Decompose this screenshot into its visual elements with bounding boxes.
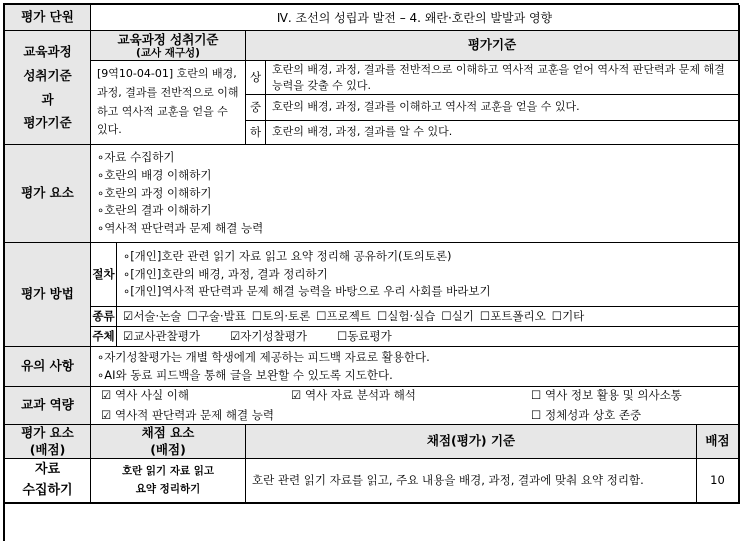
elements-item: ∘역사적 판단력과 문제 해결 능력 <box>97 221 264 236</box>
elements-item: ∘자료 수집하기 <box>97 149 175 164</box>
subject-option-label: 교사관찰평가 <box>133 328 200 343</box>
scoring-header-criteria: 채점(평가) 기준 <box>246 425 697 459</box>
standards-label <box>5 31 91 145</box>
scoring-row-sub-line: 호란 읽기 자료 읽고 <box>121 464 215 477</box>
achievement-header-sub: (교사 재구성) <box>136 46 200 59</box>
notes-list <box>91 347 740 387</box>
procedure-label: 절차 <box>91 243 117 307</box>
checkbox-icon: ☑ <box>101 388 112 403</box>
scoring-header-line: (배점) <box>150 441 186 457</box>
type-option[interactable] <box>316 308 371 325</box>
checkbox-icon: ☑ <box>101 407 112 422</box>
checkbox-icon: ☐ <box>531 388 542 403</box>
competency-option[interactable] <box>531 407 721 424</box>
type-option[interactable] <box>441 308 474 325</box>
scoring-row-element <box>5 459 91 504</box>
type-option[interactable] <box>480 308 546 325</box>
competency-option-label: 역사 사실 이해 <box>114 388 189 403</box>
type-option[interactable] <box>252 308 310 325</box>
assessment-table <box>3 3 739 541</box>
elements-label: 평가 요소 <box>5 145 91 243</box>
competency-option[interactable] <box>101 387 291 404</box>
competency-option-label: 역사적 판단력과 문제 해결 능력 <box>114 407 275 422</box>
checkbox-icon: ☐ <box>551 308 563 323</box>
standards-label-line: 교육과정 <box>23 44 72 59</box>
type-option-label: 실험·실습 <box>387 308 436 323</box>
procedure-list <box>117 243 740 307</box>
competency-label: 교과 역량 <box>5 387 91 425</box>
scoring-header-line: (배점) <box>29 441 66 457</box>
achievement-header-title: 교육과정 성취기준 <box>117 31 219 47</box>
checkbox-icon: ☐ <box>531 407 542 422</box>
standards-label-line: 성취기준 <box>23 67 72 83</box>
checkbox-icon: ☐ <box>376 308 388 323</box>
level-text-low: 호란의 배경, 과정, 결과를 알 수 있다. <box>266 121 740 145</box>
checkbox-icon: ☐ <box>316 308 327 323</box>
type-option[interactable] <box>377 308 435 325</box>
scoring-row-element-line: 자료 <box>34 462 61 478</box>
scoring-header-score: 배점 <box>697 425 740 459</box>
notes-item: ∘AI와 동료 피드백을 통해 글을 보완할 수 있도록 지도한다. <box>97 367 393 382</box>
checkbox-icon: ☐ <box>441 308 452 323</box>
unit-label: 평가 단원 <box>5 5 91 31</box>
scoring-row-element-line: 수집하기 <box>22 482 73 498</box>
type-option-label: 토의·토론 <box>262 308 311 323</box>
scoring-row-score: 10 <box>697 459 740 504</box>
checkbox-icon: ☐ <box>479 308 491 323</box>
scoring-header-element <box>5 425 91 459</box>
level-grade-mid: 중 <box>246 95 266 121</box>
subject-option[interactable] <box>123 328 200 345</box>
subject-option-label: 동료평가 <box>347 328 392 343</box>
type-option[interactable] <box>123 308 181 325</box>
scoring-row-sub <box>91 459 246 504</box>
type-label: 종류 <box>91 307 117 327</box>
level-text-mid: 호란의 배경, 과정, 결과를 이해하고 역사적 교훈을 얻을 수 있다. <box>266 95 740 121</box>
checkbox-icon: ☐ <box>336 328 348 343</box>
type-option-label: 기타 <box>562 308 585 323</box>
elements-item: ∘호란의 결과 이해하기 <box>97 203 212 218</box>
competency-option[interactable] <box>531 387 721 404</box>
competency-option-label: 역사 자료 분석과 해석 <box>304 388 416 403</box>
competency-option-label: 정체성과 상호 존중 <box>544 407 642 422</box>
criteria-header: 평가기준 <box>246 31 740 61</box>
procedure-item: ∘[개인]호란의 배경, 과정, 결과 정리하기 <box>123 266 328 281</box>
type-option-label: 포트폴리오 <box>490 308 546 323</box>
subject-option[interactable] <box>230 328 307 345</box>
scoring-header-sub <box>91 425 246 459</box>
elements-list <box>91 145 740 243</box>
checkbox-icon: ☑ <box>123 308 134 323</box>
type-option-label: 프로젝트 <box>326 308 371 323</box>
subject-options <box>117 327 740 347</box>
procedure-item: ∘[개인]호란 관련 읽기 자료 읽고 요약 정리해 공유하기(토의토론) <box>123 248 452 263</box>
scoring-header-line: 채점 요소 <box>141 425 195 441</box>
elements-item: ∘호란의 과정 이해하기 <box>97 185 212 200</box>
competency-option[interactable] <box>101 407 531 424</box>
notes-label: 유의 사항 <box>5 347 91 387</box>
subject-option[interactable] <box>337 328 392 345</box>
checkbox-icon: ☐ <box>187 308 198 323</box>
checkbox-icon: ☑ <box>229 328 241 343</box>
notes-item: ∘자기성찰평가는 개별 학생에게 제공하는 피드백 자료로 활용한다. <box>97 349 430 364</box>
standards-label-line: 과 <box>41 91 54 107</box>
type-option-label: 서술·논술 <box>133 308 182 323</box>
scoring-header-line: 평가 요소 <box>21 425 74 441</box>
type-option-label: 구술·발표 <box>197 308 246 323</box>
elements-item: ∘호란의 배경 이해하기 <box>97 167 212 182</box>
level-grade-low: 하 <box>246 121 266 145</box>
type-option-label: 실기 <box>451 308 474 323</box>
subject-option-label: 자기성찰평가 <box>240 328 307 343</box>
scoring-row-criteria: 호란 관련 읽기 자료를 읽고, 주요 내용을 배경, 과정, 결과에 맞춰 요약 정리함. <box>246 459 697 504</box>
competency-option-label: 역사 정보 활용 및 의사소통 <box>544 388 682 403</box>
achievement-header <box>91 31 246 61</box>
unit-value: Ⅳ. 조선의 성립과 발전 – 4. 왜란·호란의 발발과 영향 <box>91 5 740 31</box>
checkbox-icon: ☑ <box>291 388 302 403</box>
procedure-item: ∘[개인]역사적 판단력과 문제 해결 능력을 바탕으로 우리 사회를 바라보기 <box>123 284 491 299</box>
subject-label: 주체 <box>91 327 117 347</box>
methods-label: 평가 방법 <box>5 243 91 347</box>
scoring-row-sub-line: 요약 정리하기 <box>135 482 201 495</box>
checkbox-icon: ☐ <box>251 308 263 323</box>
level-grade-high: 상 <box>246 61 266 95</box>
type-option[interactable] <box>187 308 245 325</box>
competency-options <box>91 387 740 425</box>
level-text-high: 호란의 배경, 과정, 결과를 전반적으로 이해하고 역사적 교훈을 얻어 역사적 판단력과 문제 해결 능력을 갖출 수 있다. <box>266 61 740 95</box>
type-option[interactable] <box>552 308 585 325</box>
standards-label-line: 평가기준 <box>23 115 72 131</box>
checkbox-icon: ☑ <box>123 328 134 343</box>
type-options <box>117 307 740 327</box>
competency-option[interactable] <box>291 387 531 404</box>
achievement-text: [9역10-04-01] 호란의 배경, 과정, 결과를 전반적으로 이해하고 역사적 교훈을 얻을 수 있다. <box>91 61 246 145</box>
